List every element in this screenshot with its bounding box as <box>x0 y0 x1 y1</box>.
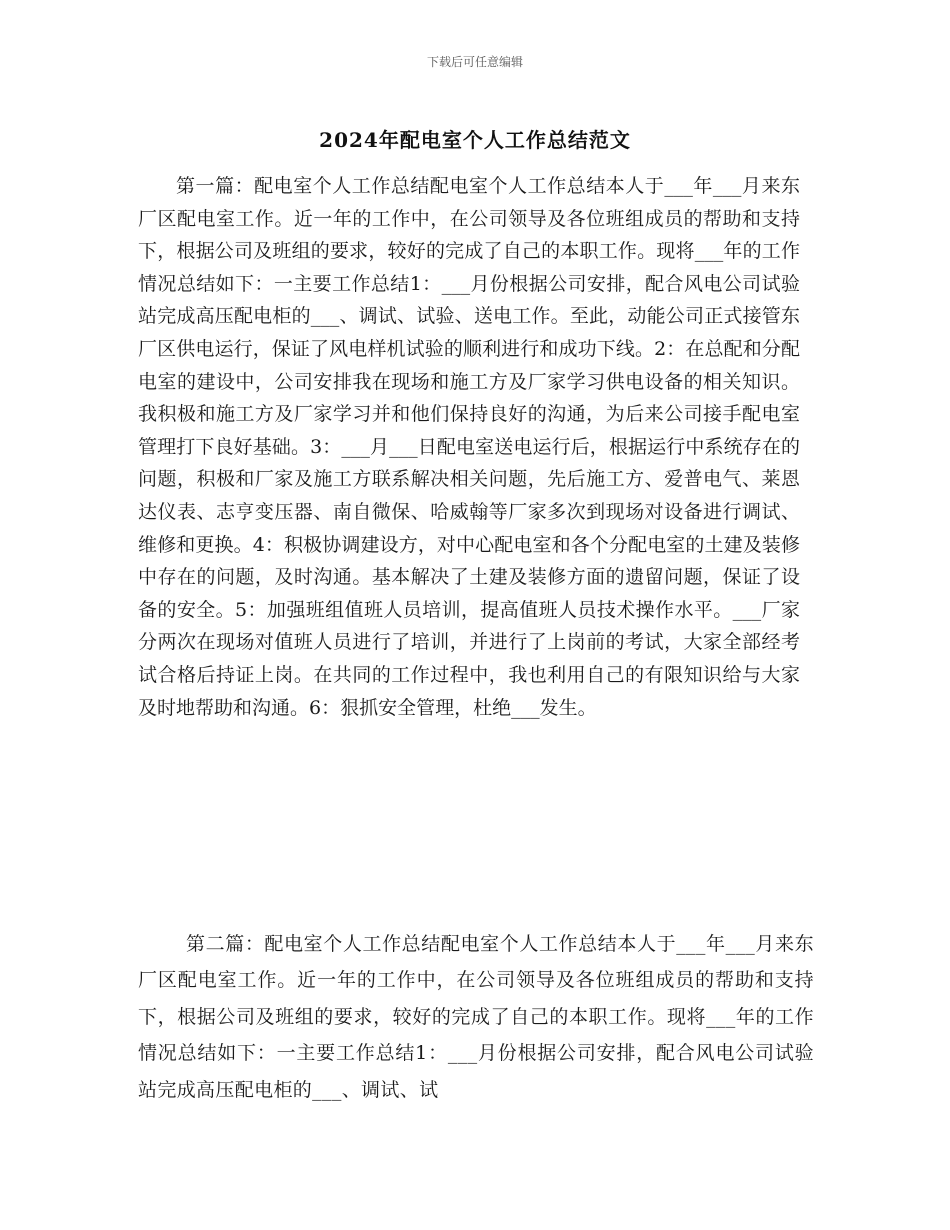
header-note: 下载后可任意编辑 <box>426 55 523 69</box>
paragraph-second-article: 第二篇：配电室个人工作总结配电室个人工作总结本人于___年___月来东厂区配电室工作。近一年的工作中，在公司领导及各位班组成员的帮助和支持下，根据公司及班组的要求，较好的完成了自己的本职工作。现将___年的工作情况总结如下：一主要工作总结1：___月份根据公司安排，配合风电公司试验站完成高压配电柜的___、调试、试 <box>138 933 814 1101</box>
document-title: 2024年配电室个人工作总结范文 <box>319 128 631 152</box>
paragraph-first-article: 第一篇：配电室个人工作总结配电室个人工作总结本人于___年___月来东厂区配电室工作。近一年的工作中，在公司领导及各位班组成员的帮助和支持下，根据公司及班组的要求，较好的完成了自己的本职工作。现将___年的工作情况总结如下：一主要工作总结1：___月份根据公司安排，配合风电公司试验站完成高压配电柜的___、调试、试验、送电工作。至此，动能公司正式接管东厂区供电运行，保证了风电样机试验的顺利进行和成功下线。2：在总配和分配电室的建设中，公司安排我在现场和施工方及厂家学习供电设备的相关知识。我积极和施工方及厂家学习并和他们保持良好的沟通，为后来公司接手配电室管理打下良好基础。3：___月___日配电室送电运行后，根据运行中系统存在的问题，积极和厂家及施工方联系解决相关问题，先后施工方、爱普电气、莱恩达仪表、志亨变压器、南自微保、哈威翰等厂家多次到现场对设备进行调试、维修和更换。4：积极协调建设方，对中心配电室和各个分配电室的土建及装修中存在的问题，及时沟通。基本解决了土建及装修方面的遗留问题，保证了设备的安全。5：加强班组值班人员培训，提高值班人员技术操作水平。___厂家分两次在现场对值班人员进行了培训，并进行了上岗前的考试，大家全部经考试合格后持证上岗。在共同的工作过程中，我也利用自己的有限知识给与大家及时地帮助和沟通。6：狠抓安全管理，杜绝___发生。 <box>138 175 800 719</box>
